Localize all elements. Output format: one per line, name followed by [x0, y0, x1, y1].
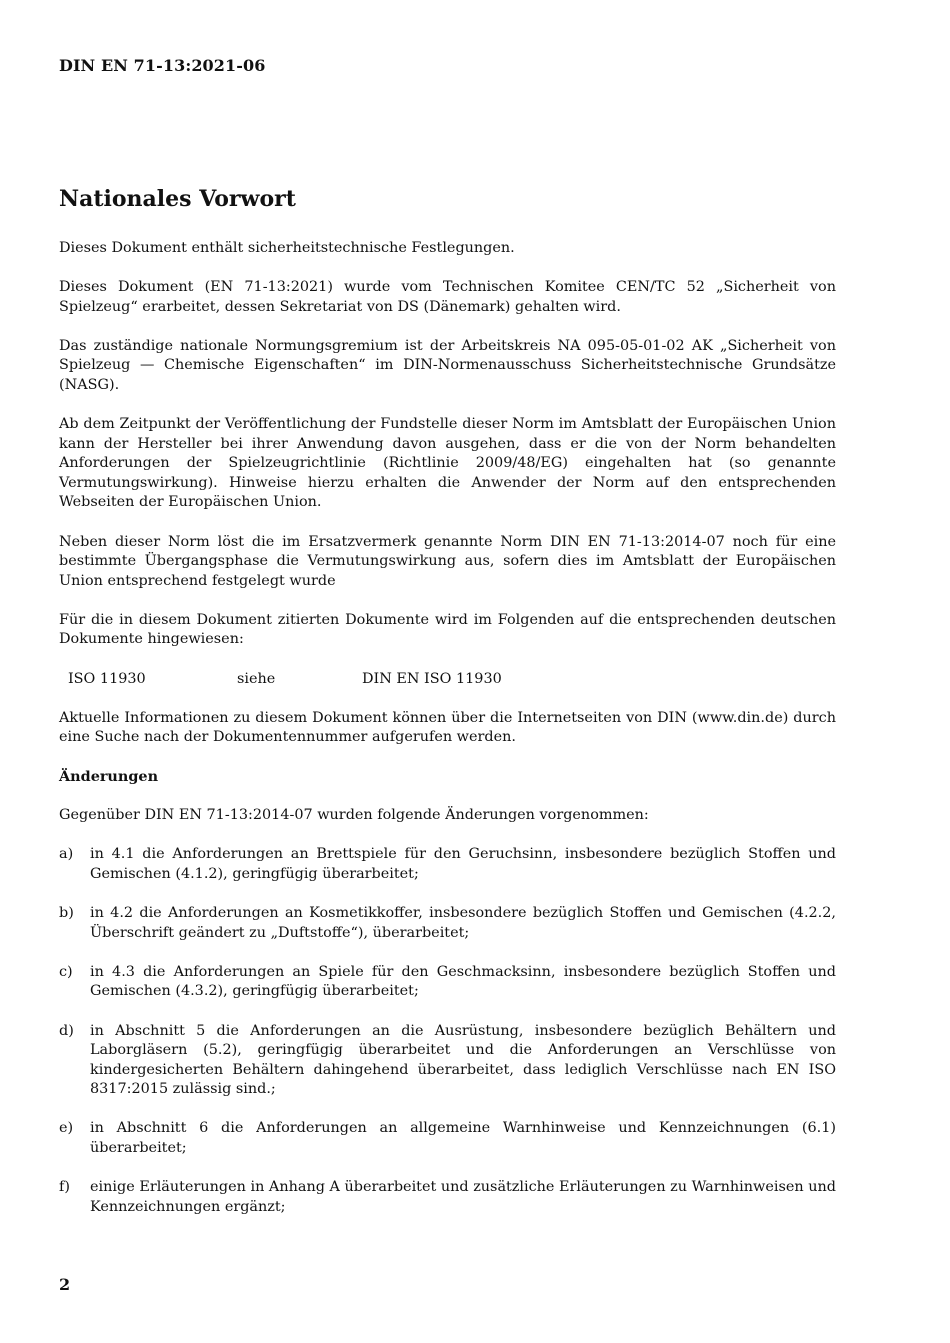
paragraph-references: Für die in diesem Dokument zitierten Dokumente wird im Folgenden auf die entsprechenden deutschen Dokumente hingewiesen:: [59, 611, 836, 648]
change-text: in Abschnitt 6 die Anforderungen an allgemeine Warnhinweise und Kennzeichnungen (6.1) überarbeitet;: [90, 1120, 836, 1156]
paragraph-transition: Neben dieser Norm löst die im Ersatzvermerk genannte Norm DIN EN 71-13:2014-07 noch für eine bestimmte Übergangsphase die Vermutungswirkung aus, sofern dies im Amtsblatt der Europäischen Union entsprechend festgelegt wurde: [59, 533, 836, 589]
changes-heading: Änderungen: [59, 768, 159, 786]
change-marker: d): [59, 1022, 74, 1039]
reference-see: siehe: [237, 670, 276, 687]
paragraph-safety: Dieses Dokument enthält sicherheitstechnische Festlegungen.: [59, 240, 515, 256]
change-text: einige Erläuterungen in Anhang A überarbeitet und zusätzliche Erläuterungen zu Warnhinweisen und Kennzeichnungen ergänzt;: [90, 1179, 836, 1215]
paragraph-committee: Das zuständige nationale Normungsgremium ist der Arbeitskreis NA 095-05-01-02 AK „Sicherheit von Spielzeug — Chemische Eigenschaften“ im DIN-Normenausschuss Sicherheitstechnische Grundsätze (NASG).: [59, 337, 836, 393]
change-item: [59, 1022, 836, 1100]
page-number: 2: [59, 1275, 71, 1294]
section-title: Nationales Vorwort: [59, 186, 296, 212]
paragraph-info: Aktuelle Informationen zu diesem Dokument können über die Internetseiten von DIN (www.din.de) durch eine Suche nach der Dokumentennummer aufgerufen werden.: [59, 709, 836, 746]
reference-din: DIN EN ISO 11930: [362, 670, 502, 687]
change-item: [59, 1119, 836, 1158]
change-marker: c): [59, 963, 73, 980]
change-item: [59, 845, 836, 884]
change-marker: f): [59, 1179, 70, 1196]
document-code: DIN EN 71-13:2021-06: [59, 56, 266, 75]
document-body: [59, 239, 836, 1237]
change-text: in 4.3 die Anforderungen an Spiele für den Geschmacksinn, insbesondere bezüglich Stoffen und Gemischen (4.3.2), geringfügig überarbeitet;: [90, 963, 836, 1000]
change-item: [59, 1178, 836, 1217]
paragraph-origin: Dieses Dokument (EN 71-13:2021) wurde vom Technischen Komitee CEN/TC 52 „Sicherheit von Spielzeug“ erarbeitet, dessen Sekretariat von DS (Dänemark) gehalten wird.: [59, 279, 836, 315]
reference-iso: ISO 11930: [68, 670, 146, 687]
change-text: in Abschnitt 5 die Anforderungen an die Ausrüstung, insbesondere bezüglich Behältern und Laborgläsern (5.2), geringfügig überarbeitet und die Anforderungen an Verschlüsse von kindergesicherten Behältern dahingehend überarbeitet, dass lediglich Verschlüsse nach EN ISO 8317:2015 zulässig sind.;: [90, 1022, 836, 1098]
change-item: [59, 904, 836, 943]
change-item: [59, 963, 836, 1002]
change-marker: e): [59, 1120, 74, 1137]
change-text: in 4.2 die Anforderungen an Kosmetikkoffer, insbesondere bezüglich Stoffen und Gemischen (4.2.2, Überschrift geändert zu „Duftstoffe“), überarbeitet;: [90, 905, 836, 941]
reference-row: [68, 670, 836, 690]
change-marker: b): [59, 905, 74, 922]
change-text: in 4.1 die Anforderungen an Brettspiele für den Geruchsinn, insbesondere bezüglich Stoffen und Gemischen (4.1.2), geringfügig überarbeitet;: [90, 846, 836, 883]
paragraph-presumption: Ab dem Zeitpunkt der Veröffentlichung der Fundstelle dieser Norm im Amtsblatt der Europäischen Union kann der Hersteller bei ihrer Anwendung davon ausgehen, dass er die von der Norm behandelten Anforderungen der Spielzeugrichtlinie (Richtlinie 2009/48/EG) eingehalten hat (so genannte Vermutungswirkung). Hinweise hierzu erhalten die Anwender der Norm auf den entsprechenden Webseiten der Europäischen Union.: [59, 416, 836, 511]
changes-intro: Gegenüber DIN EN 71-13:2014-07 wurden folgende Änderungen vorgenommen:: [59, 807, 649, 824]
change-marker: a): [59, 846, 74, 863]
